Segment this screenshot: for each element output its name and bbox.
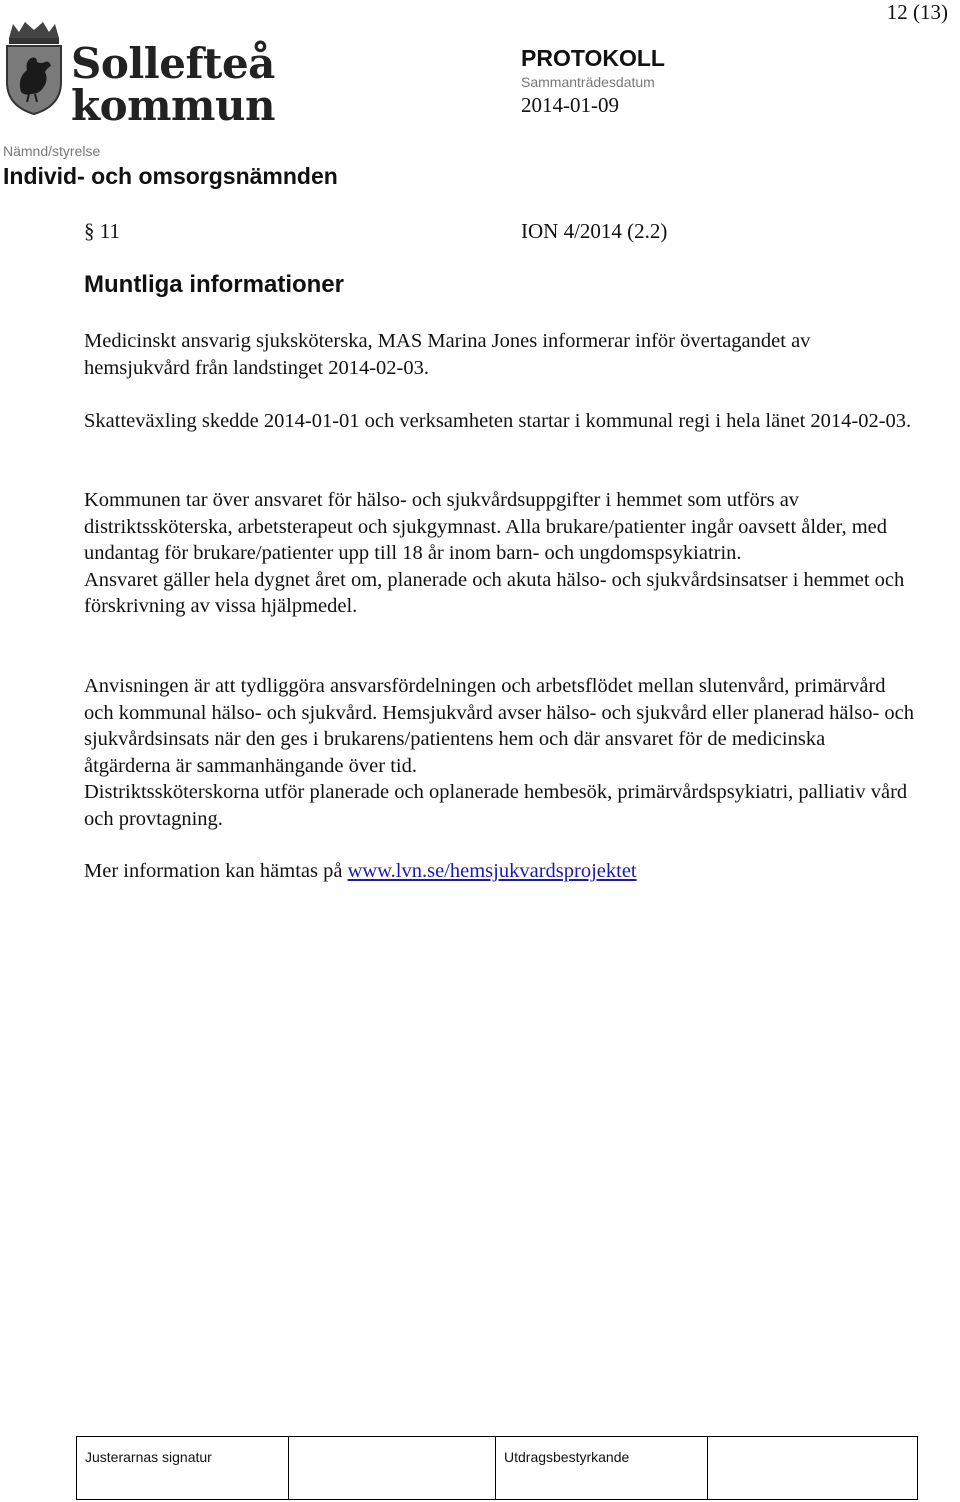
paragraph-responsibility-main: Kommunen tar över ansvaret för hälso- och sjukvårdsuppgifter i hemmet som utförs av distriktssköterska, arbetsterapeut och sjukgymnast. Alla brukare/patienter ingår oavsett ålder, med undantag för brukare/patienter upp till 18 år inom barn- och ungdomspsykiatrin.	[84, 489, 887, 564]
paragraph-mas-info: Medicinskt ansvarig sjuksköterska, MAS Marina Jones informerar inför övertagandet av hemsjukvård från landstinget 2014-02-03.	[84, 330, 811, 379]
case-reference: ION 4/2014 (2.2)	[521, 219, 668, 243]
board-label: Nämnd/styrelse	[3, 143, 101, 159]
coat-of-arms-icon	[3, 20, 65, 116]
page-number: 12 (13)	[886, 0, 948, 24]
board-name: Individ- och omsorgsnämnden	[3, 163, 338, 189]
meeting-date: 2014-01-09	[521, 93, 619, 117]
info-link[interactable]: www.lvn.se/hemsjukvardsprojektet	[347, 860, 637, 882]
protocol-title: PROTOKOLL	[521, 45, 665, 71]
signature-blank-cell-1	[289, 1437, 496, 1499]
utdrag-certification-cell: Utdragsbestyrkande	[496, 1437, 708, 1499]
paragraph-guidelines	[84, 673, 914, 832]
paragraph-responsibility	[84, 487, 914, 620]
paragraph-district-nurses: Distriktssköterskorna utför planerade och oplanerade hembesök, primärvårdspsykiatri, palliativ vård och provtagning.	[84, 781, 908, 830]
paragraph-guidelines-main: Anvisningen är att tydliggöra ansvarsfördelningen och arbetsflödet mellan slutenvård, primärvård och kommunal hälso- och sjukvård. Hemsjukvård avser hälso- och sjukvård eller planerad hälso- och sjukvårdsinsats när den ges i brukarens/patientens hem och där ansvaret för de medicinska åtgärderna är sammanhängande över tid.	[84, 675, 915, 777]
municipality-logo	[3, 20, 276, 130]
signature-footer	[76, 1436, 918, 1500]
paragraph-more-info	[84, 858, 914, 885]
paragraph-tax-exchange: Skatteväxling skedde 2014-01-01 och verksamheten startar i kommunal regi i hela länet 2014-02-03.	[84, 410, 912, 432]
paragraph-responsibility-scope: Ansvaret gäller hela dygnet året om, planerade och akuta hälso- och sjukvårdsinsatser i hemmet och förskrivning av vissa hjälpmedel.	[84, 568, 905, 617]
justering-signature-cell: Justerarnas signatur	[77, 1437, 289, 1499]
logo-text-line2: kommun	[71, 81, 276, 130]
more-info-text: Mer information kan hämtas på	[84, 860, 343, 882]
section-heading: Muntliga informationer	[84, 271, 344, 298]
meeting-date-label: Sammanträdesdatum	[521, 74, 655, 90]
signature-blank-cell-2	[708, 1437, 917, 1499]
section-number: § 11	[84, 219, 120, 243]
logo-text-line1: Sollefteå	[71, 39, 275, 88]
